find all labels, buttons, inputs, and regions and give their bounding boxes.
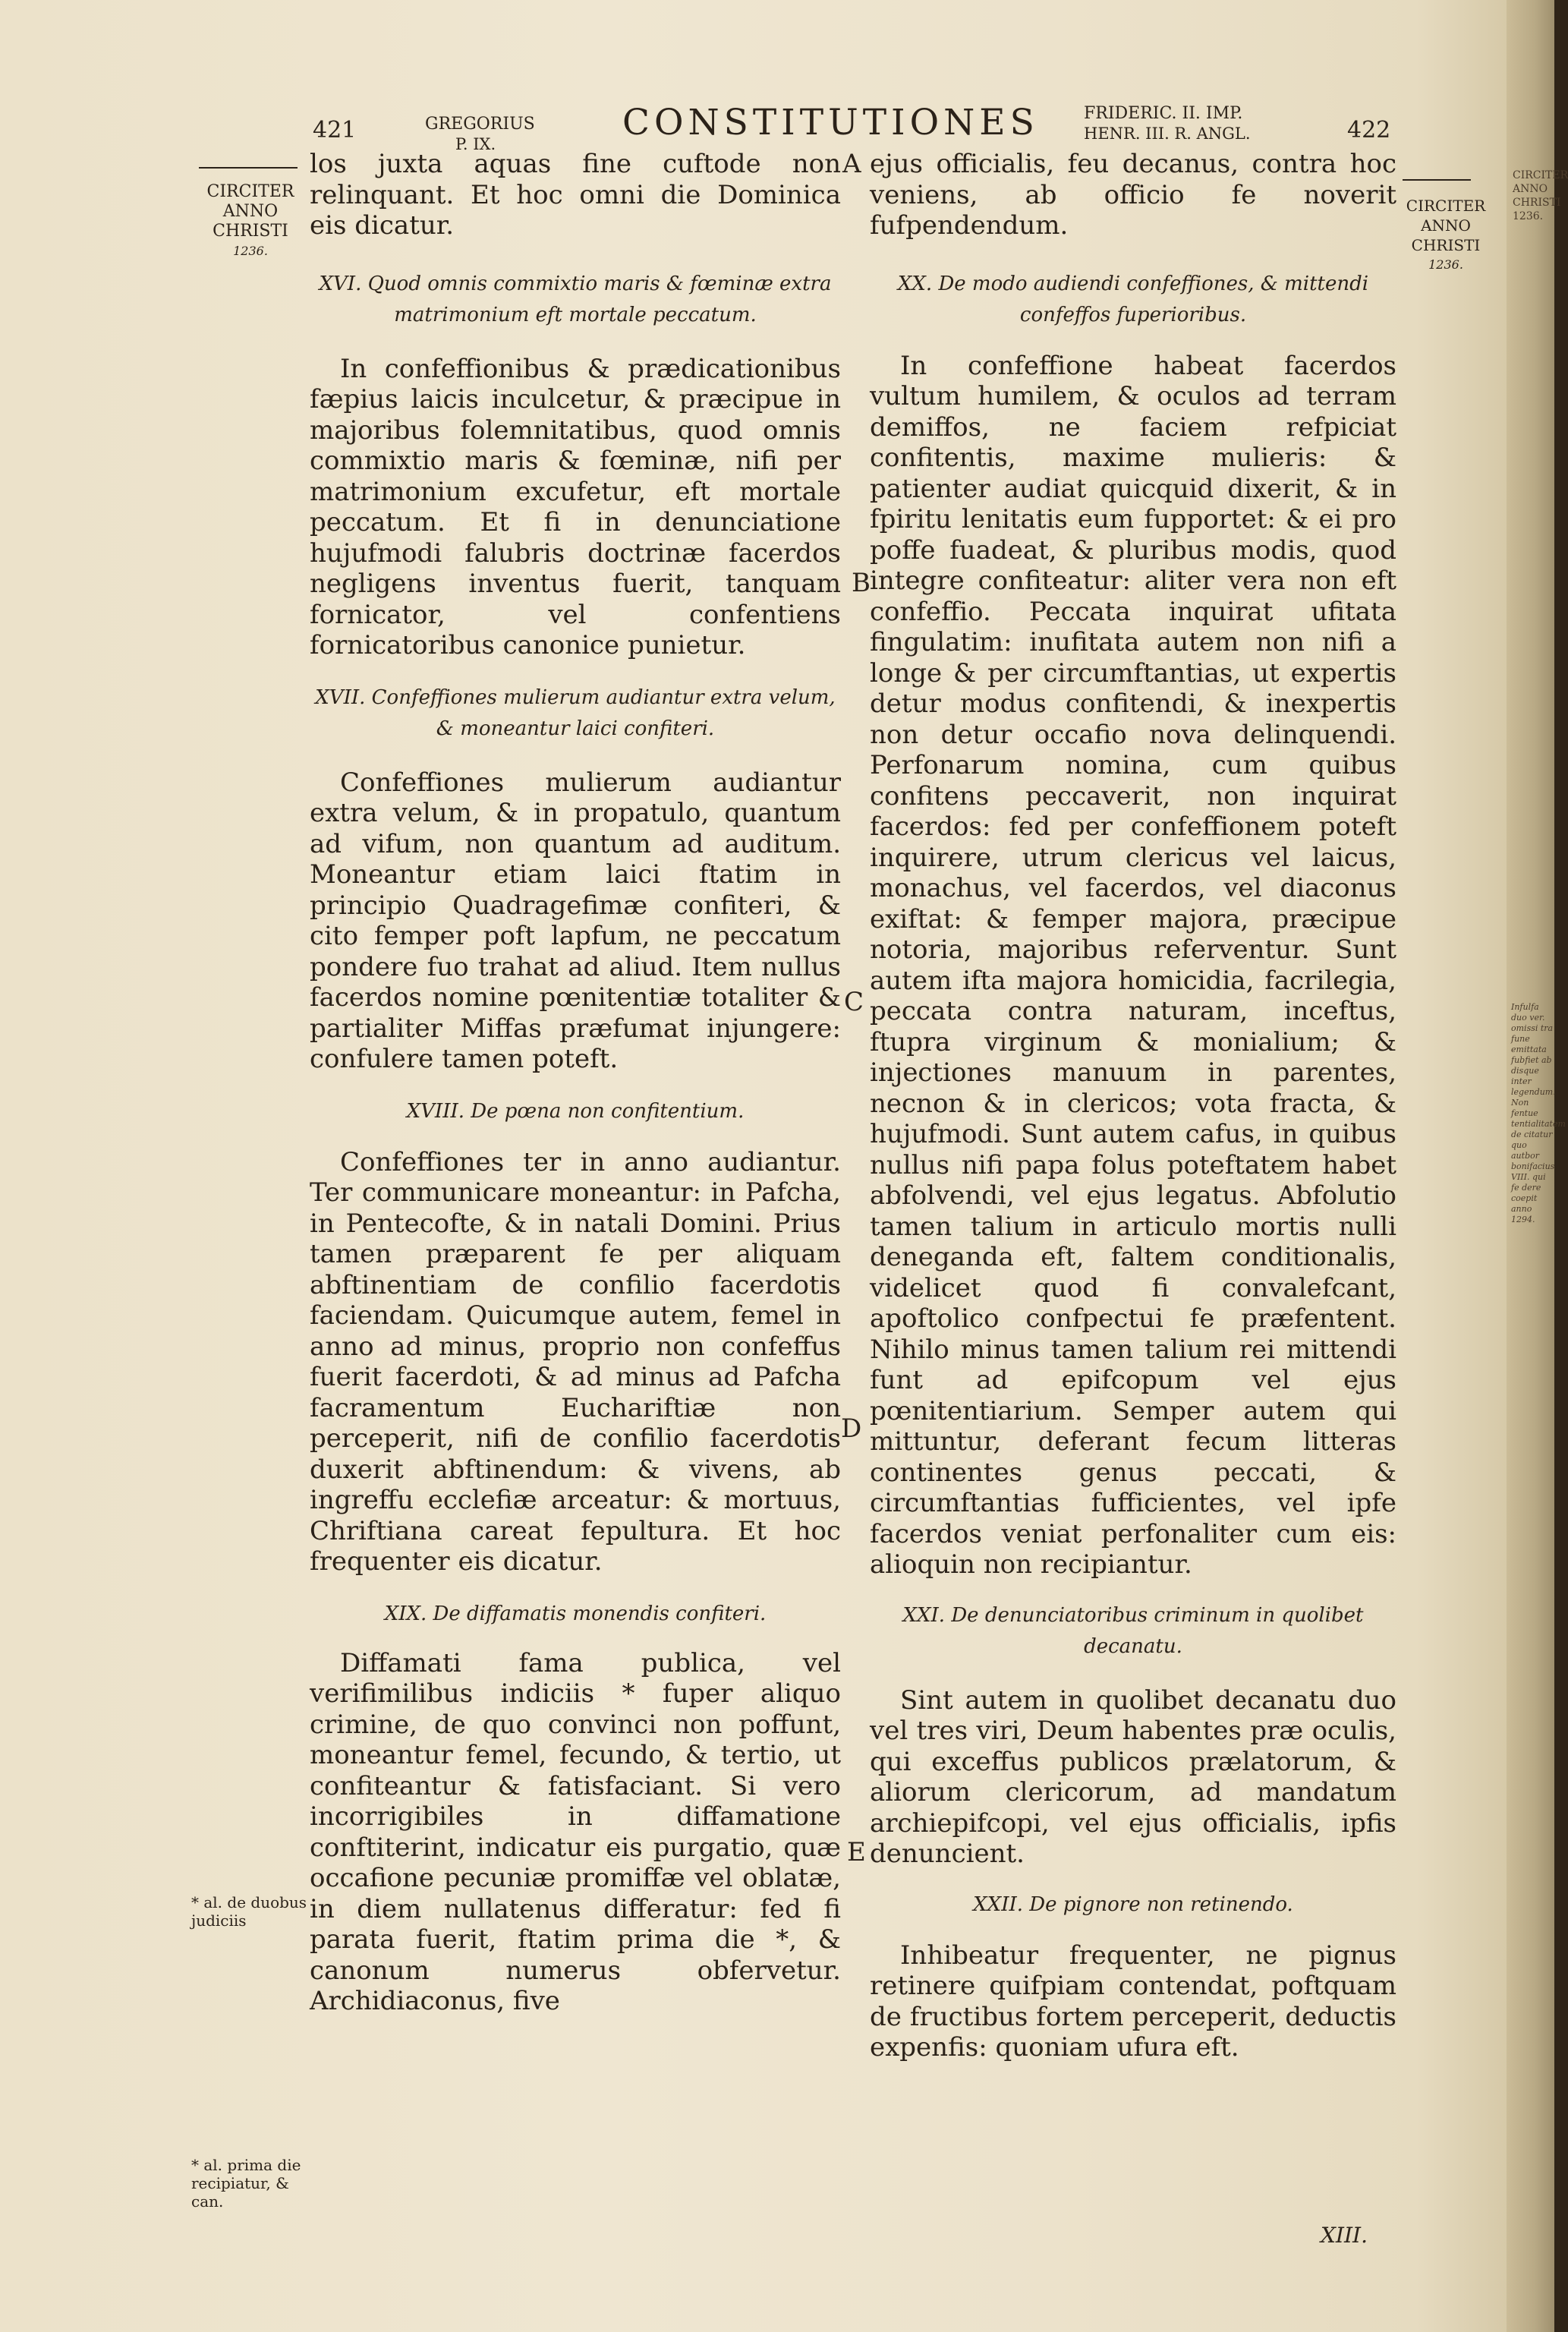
right-column [870,149,1396,2063]
footnote-left-2: * al. prima die recipiatur, & can. [191,2156,301,2211]
right-col-continuation: ejus officialis, feu decanus, contra hoc veniens, ab officio fe noverit fufpendendum. [870,149,1396,241]
left-page-number: 421 [313,117,357,143]
left-running-head: GREGORIUS [425,115,535,134]
paragraph-xvii: Confeffiones mulierum audiantur extra velum, & in propatulo, quantum ad vifum, non quantum ad auditum. Moneantur etiam laici ftatim in principio Quadragefimæ confiteri, & cito femper poft lapfum, ne peccatum pondere fuo trahat ad aliud. Item nullus facerdos nomine pœnitentiæ totaliter & partialiter Miffas præfumat injungere: confulere tamen poteft. [310,767,841,1074]
section-letter-d: D [841,1413,862,1444]
adjacent-page-edge [1507,0,1568,2332]
heading-xxi: XXI. De denunciatoribus criminum in quolibet decanatu. [902,1603,1364,1658]
margin-rule-left [199,167,298,169]
section-letter-e: E [847,1837,866,1867]
paragraph-xxi: Sint autem in quolibet decanatu duo vel tres viri, Deum habentes præ oculis, qui exceffus publicos prælatorum, & aliorum clericorum, ad mandatum archiepifcopi, vel ejus officialis, ipfis denuncient. [870,1684,1396,1869]
margin-rule-right [1403,179,1471,181]
right-running-head: FRIDERIC. II. IMP. [1084,104,1243,123]
heading-xix: XIX. De diffamatis monendis confiteri. [384,1602,767,1625]
section-letter-c: C [844,987,864,1017]
paragraph-xviii: Confeffiones ter in anno audiantur. Ter communicare moneantur: in Pafcha, in Pentecofte, & in natali Domini. Prius tamen præparent fe per aliquam abftinentiam de confilio facerdotis faciendam. Quicumque autem, femel in anno ad minus, proprio non confeffus fuerit facerdoti, & ad minus ad Pafcha facramentum Euchariftiæ non perceperit, nifi de confilio facerdotis duxerit abftinendum: & vivens, ab ingreffu ecclefiæ arceatur: & mortuus, Chriftiana careat fepultura. Et hoc frequenter eis dicatur. [310,1146,841,1577]
right-page-number: 422 [1347,117,1391,143]
right-running-sub: HENR. III. R. ANGL. [1084,124,1251,143]
paragraph-xxii: Inhibeatur frequenter, ne pignus retinere quifpiam contendat, poftquam de fructibus fortem perceperit, deductis expenfis: quoniam ufura eft. [870,1940,1396,2063]
paragraph-xvi: In confeffionibus & prædicationibus fæpius laicis inculcetur, & præcipue in majoribus folemnitatibus, quod omnis commixtio maris & fœminæ, nifi per matrimonium excufetur, eft mortale peccatum. Et fi in denunciatione hujufmodi falubris doctrinæ facerdos negligens inventus fuerit, tanquam fornicator, vel confentiens fornicatoribus canonice punietur. [310,353,841,660]
left-column [310,149,841,2017]
heading-xxii: XXII. De pignore non retinendo. [973,1892,1293,1916]
margin-date-left: CIRCITER ANNO CHRISTI 1236. [206,182,294,258]
heading-xviii: XVIII. De pœna non confitentium. [406,1099,745,1123]
left-running-sub: P. IX. [455,135,496,153]
paragraph-xx: In confeffione habeat facerdos vultum humilem, & oculos ad terram demiffos, ne faciem refpiciat confitentis, maxime mulieris: & patienter audiat quicquid dixerit, & in fpiritu lenitatis eum fupportet: & ei pro poffe fuadeat, & pluribus modis, quod integre confiteatur: aliter vera non eft confeffio. Peccata inquirat ufitata fingulatim: inufitata autem non nifi a longe & per circumftantias, ut expertis detur modus confitendi, & inexpertis non detur occafio nova delinquendi. Perfonarum nomina, cum quibus confitens peccaverit, non inquirat facerdos: fed per confeffionem poteft inquirere, utrum clericus vel laicus, monachus, vel facerdos, vel diaconus exiftat: & femper majora, præcipue notoria, majoribus referventur. Sunt autem ifta majora homicidia, facrilegia, peccata contra naturam, inceftus, ftupra virginum & monialium; & injectiones manuum in parentes, necnon & in clericos; vota fracta, & hujufmodi. Sunt autem cafus, in quibus nullus nifi papa folus poteftatem habet abfolvendi, vel ejus legatus. Abfolutio tamen talium in articulo mortis nulli deneganda eft, faltem conditionalis, videlicet quod fi convalefcant, apoftolico confpectui fe præfentent. Nihilo minus tamen talium rei mittendi funt ad epifcopum vel ejus pœnitentiarium. Semper autem qui mittuntur, deferant fecum litteras continentes genus peccati, & circumftantias fufficientes, vel ipfe facerdos veniat perfonaliter cum eis: alioquin non recipiantur. [870,350,1396,1580]
adjacent-page-margin: CIRCITER ANNO CHRISTI 1236. [1513,169,1568,222]
heading-xx: XX. De modo audiendi confeffiones, & mittendi confeffos fuperioribus. [897,272,1369,326]
page-title: CONSTITUTIONES [622,102,1039,143]
section-letter-b: B [852,568,871,598]
footnote-left-1: * al. de duobus judiciis [191,1893,307,1930]
catchword: XIII. [1321,2223,1368,2248]
section-letter-a: A [842,149,861,179]
margin-date-right: CIRCITER ANNO CHRISTI 1236. [1406,197,1486,272]
paragraph-xix: Diffamati fama publica, vel verifimilibus indiciis * fuper aliquo crimine, de quo convinci non poffunt, moneantur femel, fecundo, & tertio, ut confiteantur & fatisfaciant. Si vero incorrigibiles in diffamatione conftiterint, indicatur eis purgatio, quæ occafione pecuniæ promiffæ vel oblatæ, in diem nullatenus differatur: fed fi parata fuerit, ftatim prima die *, & canonum numerus obfervetur. Archidiaconus, five [310,1647,841,2016]
adjacent-page-note: Infulfa duo ver. omissi tra fune emittata fubfiet ab disque inter legendum. Non fentue tentialitatem de citatur quo autbor bonifacius VIII. qui fe dere coepit anno 1294. [1511,1002,1566,1224]
heading-xvii: XVII. Confeffiones mulierum audiantur extra velum, & moneantur laici confiteri. [315,685,836,740]
left-col-continuation: los juxta aquas fine cuftode non relinquant. Et hoc omni die Dominica eis dicatur. [310,149,841,241]
heading-xvi: XVI. Quod omnis commixtio maris & fœminæ extra matrimonium eft mortale peccatum. [319,272,832,326]
